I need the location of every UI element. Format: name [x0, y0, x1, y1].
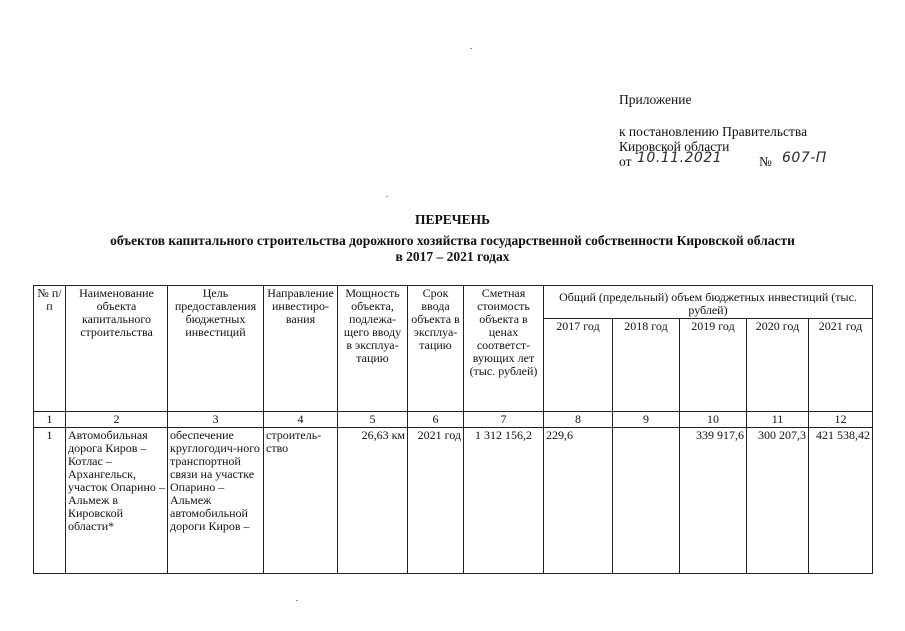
header-cost: Сметная стоимость объекта в ценах соответст-вующих лет (тыс. рублей)	[464, 286, 544, 412]
table-row	[34, 428, 873, 574]
header-budget-group: Общий (предельный) объем бюджетных инвестиций (тыс. рублей)	[544, 286, 873, 319]
row-name: Автомобильная дорога Киров – Котлас – Архангельск, участок Опарино – Альмеж в Кировской области*	[66, 428, 168, 574]
table-header-row	[34, 286, 873, 319]
row-term: 2021 год	[408, 428, 464, 574]
approval-line-1: к постановлению Правительства	[619, 124, 808, 139]
header-name: Наименование объекта капитального строительства	[66, 286, 168, 412]
header-direction: Направление инвестиро-вания	[264, 286, 338, 412]
approval-date-line	[619, 150, 827, 170]
approval-block	[619, 92, 827, 170]
row-2021: 421 538,42	[809, 428, 873, 574]
col-number: 10	[680, 412, 747, 428]
col-number: 11	[747, 412, 809, 428]
header-num: № п/п	[34, 286, 66, 412]
header-term: Срок ввода объекта в эксплуа-тацию	[408, 286, 464, 412]
row-capacity: 26,63 км	[338, 428, 408, 574]
col-number: 9	[613, 412, 680, 428]
col-number: 6	[408, 412, 464, 428]
objects-table	[33, 285, 873, 574]
col-number: 2	[66, 412, 168, 428]
document-subtitle-line-1: объектов капитального строительства дорожного хозяйства государственной собственности Кировской области	[110, 233, 795, 248]
scan-speck	[470, 48, 472, 49]
header-year-2018: 2018 год	[613, 319, 680, 412]
header-capacity: Мощность объекта, подлежа-щего вводу в эксплуа-тацию	[338, 286, 408, 412]
approval-number: 607-П	[782, 150, 827, 166]
row-2017: 229,6	[544, 428, 613, 574]
col-number: 12	[809, 412, 873, 428]
col-number: 8	[544, 412, 613, 428]
scan-speck	[296, 600, 298, 601]
row-direction: строитель-ство	[264, 428, 338, 574]
col-number: 3	[168, 412, 264, 428]
header-goal: Цель предоставления бюджетных инвестиций	[168, 286, 264, 412]
document-title: ПЕРЕЧЕНЬ	[414, 212, 491, 227]
approval-from-label: от	[619, 154, 632, 169]
approval-title: Приложение	[619, 92, 692, 107]
col-number: 1	[34, 412, 66, 428]
col-number: 4	[264, 412, 338, 428]
approval-number-label: №	[759, 154, 772, 169]
row-cost: 1 312 156,2	[464, 428, 544, 574]
row-2019: 339 917,6	[680, 428, 747, 574]
header-year-2017: 2017 год	[544, 319, 613, 412]
scan-speck	[386, 196, 388, 197]
approval-date: 10.11.2021	[637, 150, 723, 166]
row-2020: 300 207,3	[747, 428, 809, 574]
column-numbers-row	[34, 412, 873, 428]
row-goal: обеспечение круглогодич-ного транспортной связи на участке Опарино – Альмеж автомобильной дороги Киров –	[168, 428, 264, 574]
header-year-2021: 2021 год	[809, 319, 873, 412]
col-number: 7	[464, 412, 544, 428]
header-year-2020: 2020 год	[747, 319, 809, 412]
row-num: 1	[34, 428, 66, 574]
header-year-2019: 2019 год	[680, 319, 747, 412]
row-2018	[613, 428, 680, 574]
document-subtitle-line-2: в 2017 – 2021 годах	[395, 249, 510, 264]
col-number: 5	[338, 412, 408, 428]
approval-line-2: Кировской области	[619, 139, 730, 154]
